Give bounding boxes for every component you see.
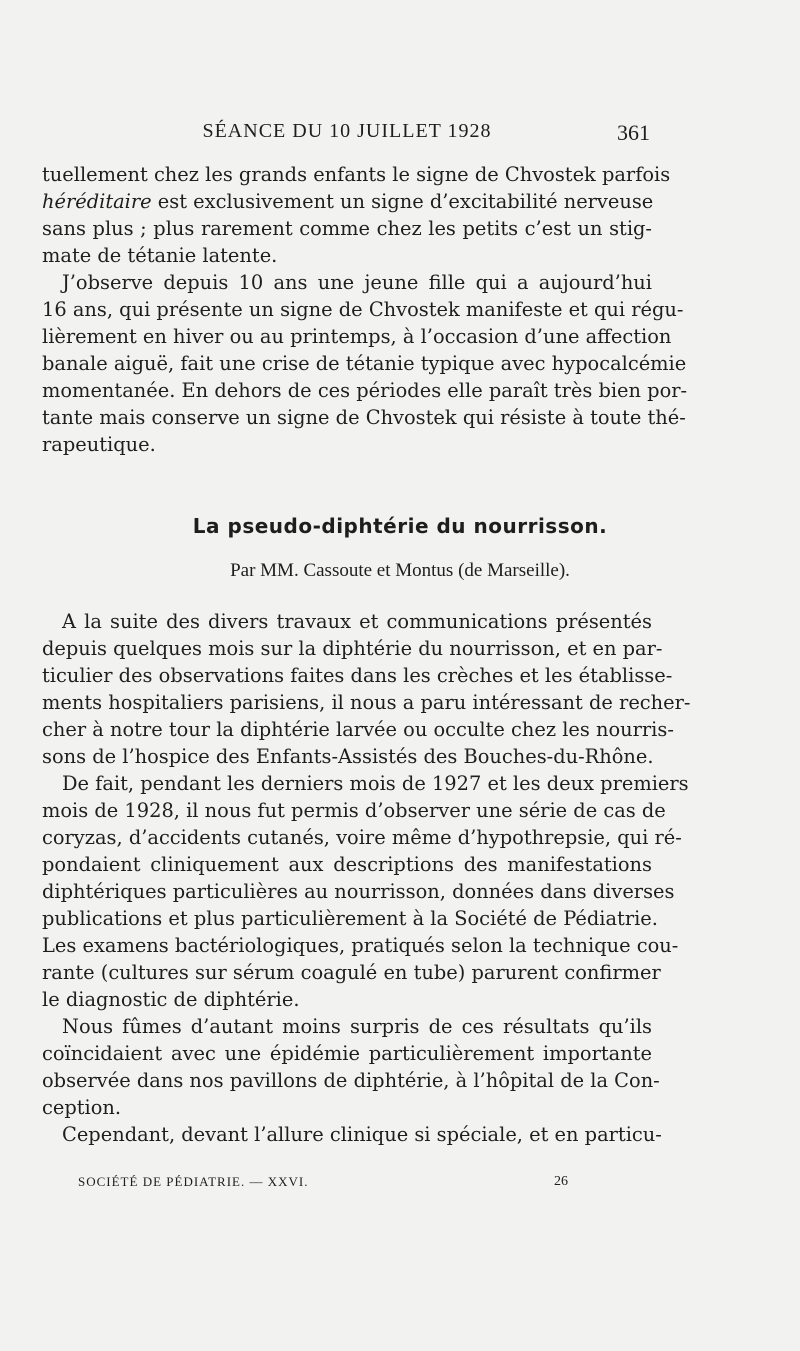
paragraph-line: rante (cultures sur sérum coagulé en tube) parurent confirmer <box>42 961 661 984</box>
page-footer <box>78 1174 568 1196</box>
footer-sheet-number: 26 <box>554 1174 568 1189</box>
paragraph-line: depuis quelques mois sur la diphtérie du nourrisson, et en par- <box>42 637 663 660</box>
paragraph-observation <box>42 269 688 458</box>
paragraph-line: Cependant, devant l’allure clinique si spéciale, et en particu- <box>62 1123 662 1146</box>
paragraph-intro <box>42 608 691 770</box>
paragraph-line: publications et plus particulièrement à la Société de Pédiatrie. <box>42 907 658 930</box>
paragraph-line: Les examens bactériologiques, pratiqués selon la technique cou- <box>42 934 679 957</box>
body-text-top <box>42 161 688 458</box>
paragraph-line-italic-start: héréditaire est exclusivement un signe d’excitabilité nerveuse <box>42 190 654 213</box>
page-header <box>44 120 650 154</box>
page-number: 361 <box>617 120 650 145</box>
paragraph-line: coïncidaient avec une épidémie particulièrement importante <box>42 1042 652 1065</box>
paragraph-line: sans plus ; plus rarement comme chez les petits c’est un stig- <box>42 217 652 240</box>
paragraph-line: De fait, pendant les derniers mois de 1927 et les deux premiers <box>62 772 689 795</box>
paragraph-line: Nous fûmes d’autant moins surpris de ces résultats qu’ils <box>62 1015 652 1038</box>
paragraph-line: tuellement chez les grands enfants le signe de Chvostek parfois <box>42 163 671 186</box>
paragraph-line: le diagnostic de diphtérie. <box>42 988 300 1011</box>
paragraph-line: rapeutique. <box>42 433 156 456</box>
paragraph-line: coryzas, d’accidents cutanés, voire même d’hypothrepsie, qui ré- <box>42 826 682 849</box>
paragraph-line: lièrement en hiver ou au printemps, à l’occasion d’une affection <box>42 325 672 348</box>
paragraph-line: mois de 1928, il nous fut permis d’observer une série de cas de <box>42 799 666 822</box>
paragraph-line: diphtériques particulières au nourrisson, données dans diverses <box>42 880 675 903</box>
section-authors: Par MM. Cassoute et Montus (de Marseille). <box>230 560 570 581</box>
paragraph-line: cher à notre tour la diphtérie larvée ou occulte chez les nourris- <box>42 718 674 741</box>
paragraph-line: banale aiguë, fait une crise de tétanie typique avec hypocalcémie <box>42 352 687 375</box>
section-title: La pseudo-diphtérie du nourrisson. <box>192 514 608 538</box>
paragraph-line: mate de tétanie latente. <box>42 244 278 267</box>
paragraph-line: ments hospitaliers parisiens, il nous a paru intéressant de recher- <box>42 691 691 714</box>
italic-word: héréditaire <box>42 190 152 213</box>
running-head: SÉANCE DU 10 JUILLET 1928 <box>202 120 492 142</box>
paragraph-epidemic <box>42 1013 660 1121</box>
paragraph-line: A la suite des divers travaux et communications présentés <box>62 610 652 633</box>
footer-signature: SOCIÉTÉ DE PÉDIATRIE. — XXVI. <box>78 1174 309 1189</box>
paragraph-however <box>42 1121 662 1148</box>
paragraph-line: ception. <box>42 1096 122 1119</box>
paragraph-line: sons de l’hospice des Enfants-Assistés des Bouches-du-Rhône. <box>42 745 654 768</box>
paragraph-continuation <box>42 161 671 269</box>
paragraph-line: 16 ans, qui présente un signe de Chvostek manifeste et qui régu- <box>42 298 684 321</box>
paragraph-line: J’observe depuis 10 ans une jeune fille qui a aujourd’hui <box>62 271 652 294</box>
paragraph-line: ticulier des observations faites dans les crèches et les établisse- <box>42 664 673 687</box>
paragraph-findings <box>42 770 689 1013</box>
paragraph-line: tante mais conserve un signe de Chvostek qui résiste à toute thé- <box>42 406 686 429</box>
paragraph-line: observée dans nos pavillons de diphtérie, à l’hôpital de la Con- <box>42 1069 660 1092</box>
paragraph-line: momentanée. En dehors de ces périodes elle paraît très bien por- <box>42 379 688 402</box>
body-text-bottom <box>42 608 691 1148</box>
paragraph-line: pondaient cliniquement aux descriptions des manifestations <box>42 853 652 876</box>
